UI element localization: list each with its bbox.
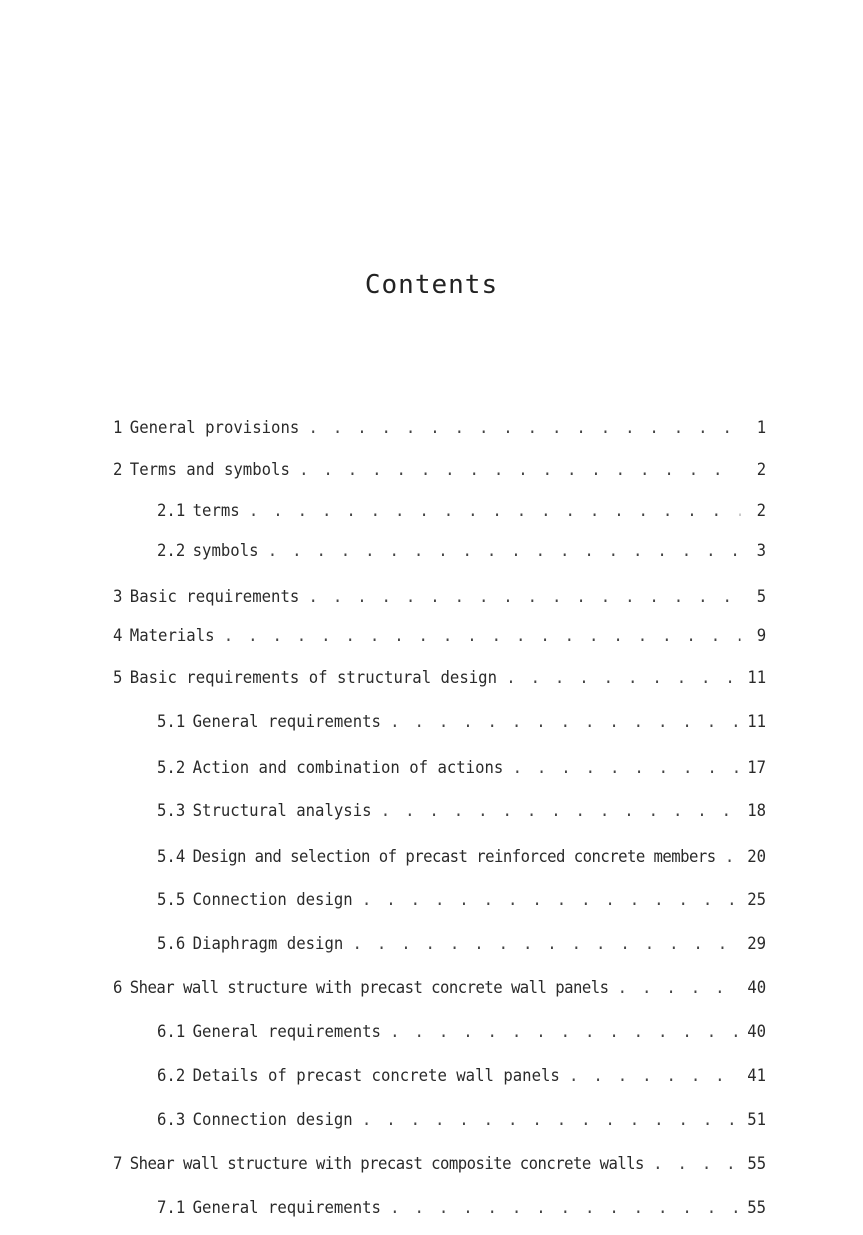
toc-entry-5-6[interactable] xyxy=(157,932,766,956)
toc-entry-7[interactable] xyxy=(113,1152,766,1176)
toc-dot-leader xyxy=(390,1198,738,1218)
toc-entry-page: 41 xyxy=(747,1066,767,1086)
toc-entry-2-2[interactable] xyxy=(157,539,766,563)
toc-entry-5-2[interactable] xyxy=(157,756,766,780)
toc-entry-number: 6.3 xyxy=(157,1110,186,1130)
toc-entry-5-4[interactable] xyxy=(157,845,766,869)
toc-entry-title: General requirements xyxy=(192,712,381,732)
toc-dot-leader xyxy=(268,541,741,561)
toc-entry-page: 3 xyxy=(756,541,767,561)
toc-entry-3[interactable] xyxy=(113,585,766,609)
toc-entry-number: 5.3 xyxy=(157,801,186,821)
toc-entry-title: Connection design xyxy=(192,890,353,910)
toc-entry-6-2[interactable] xyxy=(157,1064,766,1088)
toc-entry-title: Connection design xyxy=(192,1110,353,1130)
toc-entry-5-5[interactable] xyxy=(157,888,766,912)
toc-entry-number: 4 xyxy=(113,626,123,646)
toc-entry-page: 5 xyxy=(756,587,767,607)
toc-dot-leader xyxy=(390,712,738,732)
toc-entry-title: Action and combination of actions xyxy=(192,758,504,778)
toc-entry-title: General requirements xyxy=(192,1022,381,1042)
toc-entry-number: 7.1 xyxy=(157,1198,186,1218)
toc-entry-page: 11 xyxy=(747,712,767,732)
toc-dot-leader xyxy=(390,1022,738,1042)
toc-entry-page: 25 xyxy=(747,890,767,910)
toc-entry-title: Details of precast concrete wall panels xyxy=(192,1066,560,1086)
toc-entry-title: Terms and symbols xyxy=(129,460,290,480)
toc-entry-page: 11 xyxy=(747,668,767,688)
toc-entry-number: 6 xyxy=(113,978,123,998)
toc-entry-page: 55 xyxy=(747,1198,767,1218)
toc-entry-5[interactable] xyxy=(113,666,766,690)
toc-entry-6-3[interactable] xyxy=(157,1108,766,1132)
toc-entry-number: 5.2 xyxy=(157,758,186,778)
toc-entry-title: Shear wall structure with precast concrete wall panels xyxy=(129,978,609,998)
toc-entry-page: 20 xyxy=(747,847,767,867)
toc-dot-leader xyxy=(352,934,738,954)
toc-entry-page: 2 xyxy=(756,460,767,480)
toc-entry-page: 17 xyxy=(747,758,767,778)
toc-entry-page: 9 xyxy=(756,626,767,646)
toc-entry-number: 5 xyxy=(113,668,123,688)
toc-entry-title: Structural analysis xyxy=(192,801,372,821)
toc-entry-7-1[interactable] xyxy=(157,1196,766,1220)
toc-entry-title: Basic requirements of structural design xyxy=(129,668,498,688)
toc-entry-title: Shear wall structure with precast composite concrete walls xyxy=(129,1154,644,1174)
toc-entry-title: terms xyxy=(192,501,240,521)
toc-entry-page: 51 xyxy=(747,1110,767,1130)
toc-entry-page: 55 xyxy=(747,1154,767,1174)
toc-dot-leader xyxy=(249,501,740,521)
toc-entry-number: 6.2 xyxy=(157,1066,186,1086)
toc-entry-6[interactable] xyxy=(113,976,766,1000)
toc-entry-number: 7 xyxy=(113,1154,123,1174)
toc-dot-leader xyxy=(308,587,740,607)
toc-entry-5-1[interactable] xyxy=(157,710,766,734)
toc-entry-page: 29 xyxy=(747,934,767,954)
toc-entry-number: 5.1 xyxy=(157,712,186,732)
toc-entry-4[interactable] xyxy=(113,624,766,648)
toc-entry-number: 6.1 xyxy=(157,1022,186,1042)
toc-entry-title: Design and selection of precast reinforced concrete members xyxy=(192,847,716,867)
toc-entry-page: 40 xyxy=(747,978,767,998)
toc-entry-page: 1 xyxy=(756,418,767,438)
toc-entry-page: 18 xyxy=(747,801,767,821)
toc-entry-title: Basic requirements xyxy=(129,587,300,607)
toc-entry-title: General requirements xyxy=(192,1198,381,1218)
toc-entry-title: Materials xyxy=(129,626,215,646)
toc-dot-leader xyxy=(725,847,738,867)
toc-entry-title: symbols xyxy=(192,541,259,561)
toc-dot-leader xyxy=(299,460,740,480)
toc-dot-leader xyxy=(653,1154,738,1174)
toc-dot-leader xyxy=(362,890,738,910)
toc-dot-leader xyxy=(224,626,741,646)
toc-dot-leader xyxy=(513,758,738,778)
toc-entry-number: 5.6 xyxy=(157,934,186,954)
toc-entry-title: General provisions xyxy=(129,418,300,438)
toc-entry-number: 2.1 xyxy=(157,501,186,521)
toc-entry-6-1[interactable] xyxy=(157,1020,766,1044)
toc-entry-number: 2 xyxy=(113,460,123,480)
page-title: Contents xyxy=(364,270,499,300)
toc-entry-title: Diaphragm design xyxy=(192,934,344,954)
toc-entry-5-3[interactable] xyxy=(157,799,766,823)
toc-entry-1[interactable] xyxy=(113,416,766,440)
toc-entry-number: 5.4 xyxy=(157,847,186,867)
toc-dot-leader xyxy=(569,1066,738,1086)
toc-dot-leader xyxy=(506,668,738,688)
toc-entry-2[interactable] xyxy=(113,458,766,482)
toc-entry-page: 40 xyxy=(747,1022,767,1042)
toc-entry-2-1[interactable] xyxy=(157,499,766,523)
toc-dot-leader xyxy=(308,418,740,438)
toc-dot-leader xyxy=(362,1110,738,1130)
toc-entry-number: 3 xyxy=(113,587,123,607)
toc-entry-number: 1 xyxy=(113,418,123,438)
toc-dot-leader xyxy=(618,978,738,998)
toc-entry-number: 5.5 xyxy=(157,890,186,910)
toc-dot-leader xyxy=(381,801,738,821)
toc-entry-page: 2 xyxy=(756,501,767,521)
toc-entry-number: 2.2 xyxy=(157,541,186,561)
